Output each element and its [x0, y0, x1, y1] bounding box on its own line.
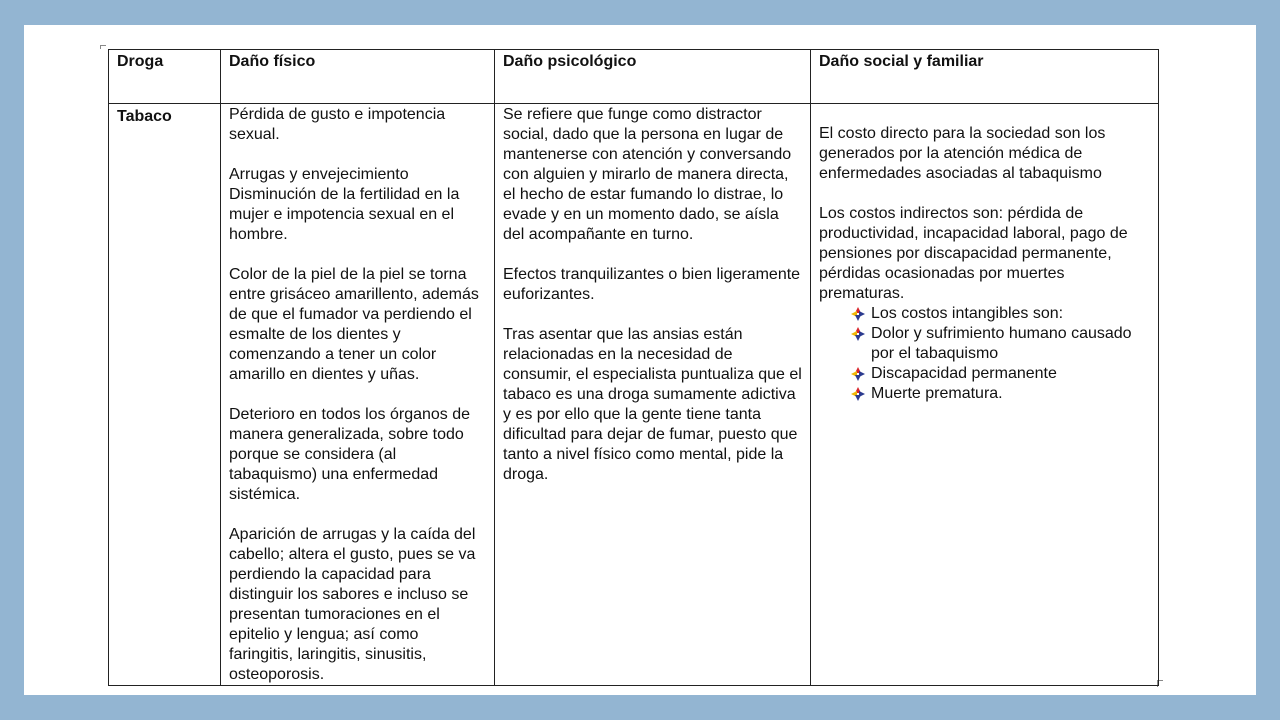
physical-paragraph: Deterioro en todos los órganos de manera generalizada, sobre todo porque se considera (al tabaquismo) una enfermedad sistémica.: [229, 406, 471, 503]
header-physical-damage: Daño físico: [221, 50, 495, 104]
list-item: [849, 324, 1150, 364]
list-item: [849, 384, 1150, 404]
physical-damage-cell: [221, 104, 495, 686]
drug-name-cell: Tabaco: [109, 104, 221, 686]
psychological-paragraph: Tras asentar que las ansias están relacionadas en la necesidad de consumir, el especialista puntualiza que el tabaco es una droga sumamente adictiva y es por ello que la gente tiene tanta dificultad para dejar de fumar, puesto que tanto a nivel físico como mental, pide la droga.: [503, 326, 802, 483]
psychological-paragraph: Efectos tranquilizantes o bien ligeramente euforizantes.: [503, 266, 801, 303]
physical-paragraph: Aparición de arrugas y la caída del cabello; altera el gusto, pues se va perdiendo la capacidad para distinguir los sabores e incluso se presentan tumoraciones en el epitelio y lengua; así como faringitis, laringitis, sinusitis, osteoporosis.: [229, 526, 476, 683]
list-item: [849, 364, 1150, 384]
social-family-damage-cell: [811, 104, 1159, 686]
table-row: [109, 104, 1159, 686]
list-item-text: Los costos intangibles son:: [871, 305, 1064, 322]
four-color-arrow-bullet-icon: [851, 327, 865, 341]
list-item-text: Dolor y sufrimiento humano causado por el tabaquismo: [871, 325, 1132, 362]
psychological-damage-cell: [495, 104, 811, 686]
crop-mark-top-left: [100, 45, 106, 49]
psychological-paragraph: Se refiere que funge como distractor social, dado que la persona en lugar de mantenerse con atención y conversando con alguien y mirarlo de manera directa, el hecho de estar fumando lo distrae, lo evade y en un momento dado, se aísla del acompañante en turno.: [503, 106, 792, 243]
four-color-arrow-bullet-icon: [851, 367, 865, 381]
four-color-arrow-bullet-icon: [851, 307, 865, 321]
document-page: [24, 25, 1256, 695]
social-paragraph: El costo directo para la sociedad son los generados por la atención médica de enfermedades asociadas al tabaquismo: [819, 125, 1106, 182]
header-psychological-damage: Daño psicológico: [495, 50, 811, 104]
drug-damage-table: [108, 49, 1159, 686]
header-social-family-damage: Daño social y familiar: [811, 50, 1159, 104]
table-header-row: [109, 50, 1159, 104]
social-paragraph: Los costos indirectos son: pérdida de productividad, incapacidad laboral, pago de pensiones por discapacidad permanente, pérdidas ocasionadas por muertes prematuras.: [819, 205, 1128, 302]
physical-paragraph: Arrugas y envejecimiento Disminución de la fertilidad en la mujer e impotencia sexual en el hombre.: [229, 166, 460, 243]
list-item-text: Muerte prematura.: [871, 385, 1003, 402]
physical-paragraph: Color de la piel de la piel se torna entre grisáceo amarillento, además de que el fumador va perdiendo el esmalte de los dientes y comenzando a tener un color amarillo en dientes y uñas.: [229, 266, 479, 383]
intangible-costs-list: [819, 304, 1150, 404]
list-item: [849, 304, 1150, 324]
four-color-arrow-bullet-icon: [851, 387, 865, 401]
physical-paragraph: Pérdida de gusto e impotencia sexual.: [229, 106, 446, 143]
list-item-text: Discapacidad permanente: [871, 365, 1057, 382]
header-drug: Droga: [109, 50, 221, 104]
